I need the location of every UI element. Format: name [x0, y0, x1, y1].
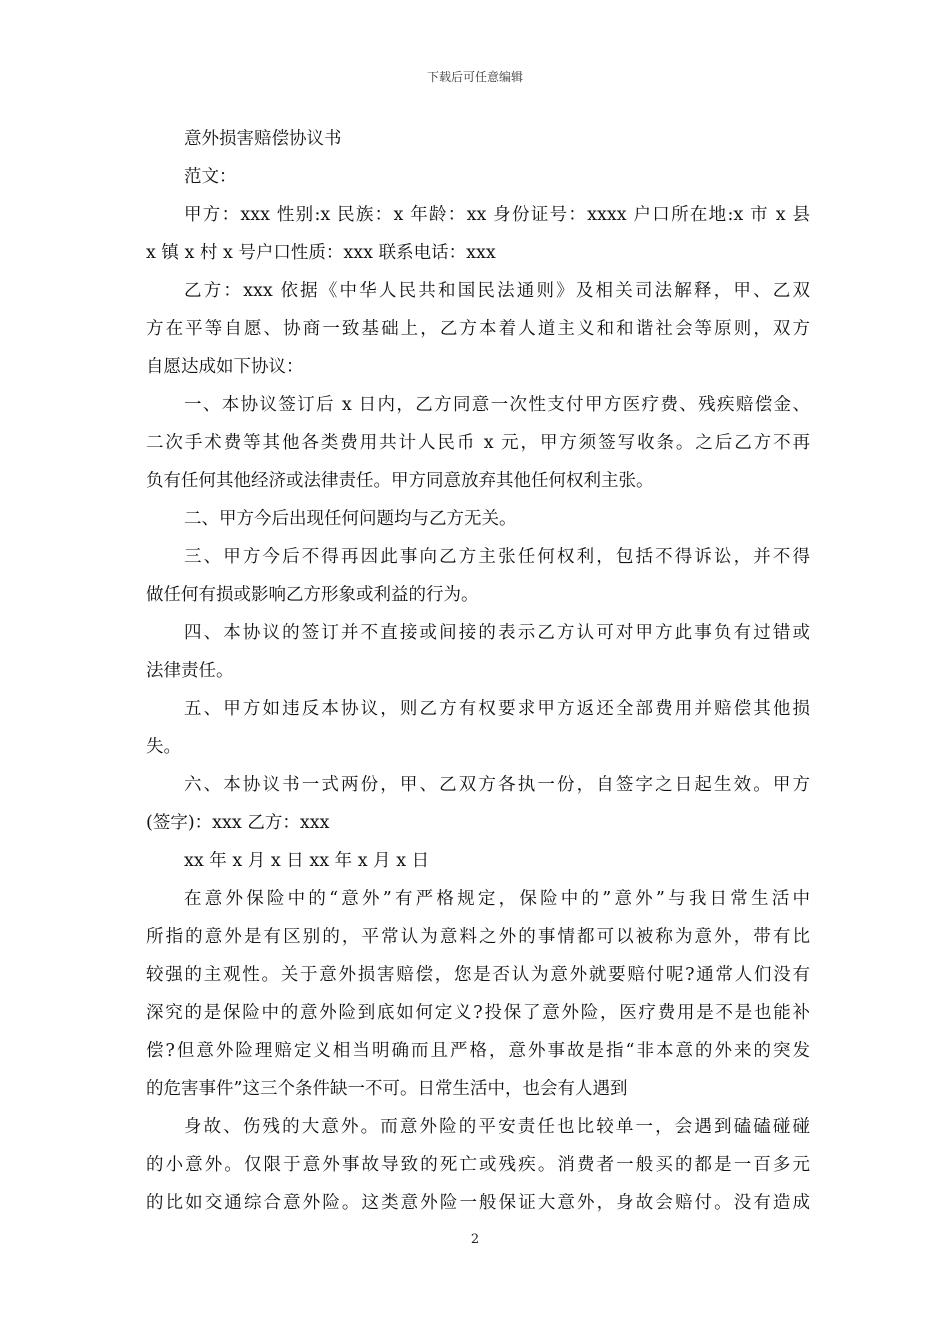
clause-6-paragraph [146, 766, 810, 842]
text-line: x 镇 x 村 x 号户口性质：xxx 联系电话：xxx [146, 243, 496, 263]
party-b-paragraph [146, 272, 810, 386]
text-line: 所指的意外是有区别的，平常认为意料之外的事情都可以被称为意外，带有比 [146, 927, 810, 947]
article-paragraph-1 [146, 880, 810, 1108]
text-line: 二次手术费等其他各类费用共计人民币 x 元，甲方须签写收条。之后乙方不再 [146, 433, 810, 453]
clause-1-paragraph [146, 386, 810, 500]
text-line: 六、本协议书一式两份，甲、乙双方各执一份，自签字之日起生效。甲方 [184, 775, 810, 795]
text-line: 深究的是保险中的意外险到底如何定义?投保了意外险，医疗费用是不是也能补 [146, 1003, 810, 1023]
text-line: 甲方：xxx 性别:x 民族：x 年龄：xx 身份证号：xxxx 户口所在地:x 市 x 县 [184, 205, 810, 225]
clause-5-paragraph [146, 690, 810, 766]
text-line: 法律责任。 [146, 661, 234, 681]
text-line: 二、甲方今后出现任何问题均与乙方无关。 [184, 509, 517, 529]
signature-date-line: xx 年 x 月 x 日 xx 年 x 月 x 日 [184, 851, 430, 871]
text-line: 负有任何其他经济或法律责任。甲方同意放弃其他任何权利主张。 [146, 471, 654, 491]
clause-4-paragraph [146, 614, 810, 690]
document-title: 意外损害赔偿协议书 [184, 129, 342, 149]
clause-2-paragraph [146, 500, 810, 538]
page-number: 2 [470, 1232, 480, 1247]
article-paragraph-2 [146, 1108, 810, 1222]
party-a-paragraph [146, 196, 810, 272]
text-line: 自愿达成如下协议： [146, 357, 304, 377]
text-line: (签字)：xxx 乙方：xxx [146, 813, 330, 833]
text-line: 三、甲方今后不得再因此事向乙方主张任何权利，包括不得诉讼，并不得 [184, 547, 810, 567]
document-body [146, 120, 810, 1222]
text-line: 做任何有损或影响乙方形象或利益的行为。 [146, 585, 479, 605]
text-line: 的小意外。仅限于意外事故导致的死亡或残疾。消费者一般买的都是一百多元 [146, 1155, 810, 1175]
clause-3-paragraph [146, 538, 810, 614]
text-line: 四、本协议的签订并不直接或间接的表示乙方认可对甲方此事负有过错或 [184, 623, 810, 643]
text-line: 方在平等自愿、协商一致基础上，乙方本着人道主义和和谐社会等原则，双方 [146, 319, 810, 339]
text-line: 较强的主观性。关于意外损害赔偿，您是否认为意外就要赔付呢?通常人们没有 [146, 965, 810, 985]
text-line: 一、本协议签订后 x 日内，乙方同意一次性支付甲方医疗费、残疾赔偿金、 [184, 395, 810, 415]
text-line: 失。 [146, 737, 181, 757]
text-line: 乙方：xxx 依据《中华人民共和国民法通则》及相关司法解释，甲、乙双 [184, 281, 810, 301]
text-line: 偿?但意外险理赔定义相当明确而且严格，意外事故是指“非本意的外来的突发 [146, 1041, 810, 1061]
text-line: 五、甲方如违反本协议，则乙方有权要求甲方返还全部费用并赔偿其他损 [184, 699, 810, 719]
page-header: 下载后可任意编辑 [426, 70, 523, 84]
document-label: 范文： [184, 167, 237, 187]
text-line: 身故、伤残的大意外。而意外险的平安责任也比较单一，会遇到磕磕碰碰 [184, 1117, 810, 1137]
text-line: 在意外保险中的“意外”有严格规定，保险中的”意外”与我日常生活中 [184, 889, 810, 909]
text-line: 的比如交通综合意外险。这类意外险一般保证大意外，身故会赔付。没有造成 [146, 1193, 810, 1213]
text-line: 的危害事件”这三个条件缺一不可。日常生活中，也会有人遇到 [146, 1079, 628, 1099]
